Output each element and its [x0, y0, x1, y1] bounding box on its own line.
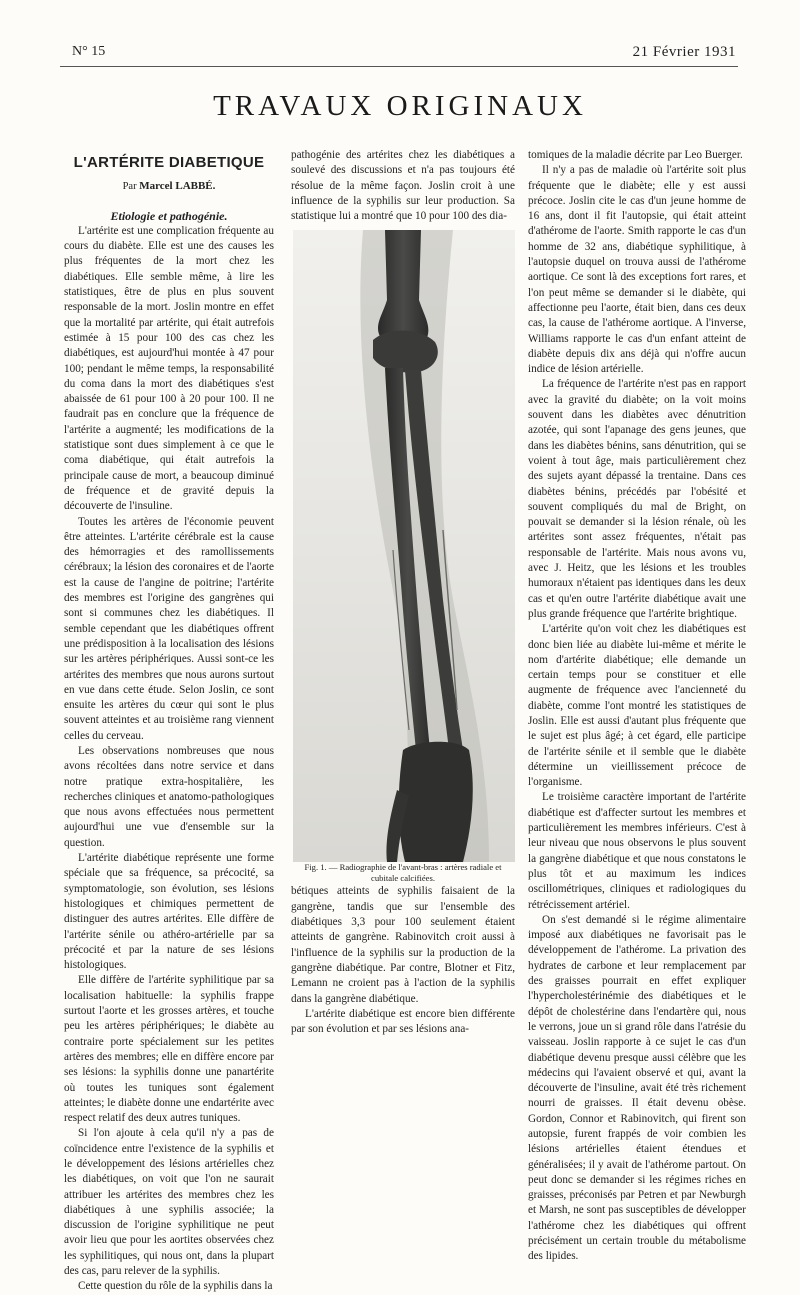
paragraph: La fréquence de l'artérite n'est pas en rapport avec la gravité du diabète; on la voit moins souvent dans les diabètes avec dénutrition azotée, qui sont l'apanage des gens jeunes, que dans les diabètes bénins, sans dénutrition, qui se voient à tout âge, mais particulièrement chez des sujets ayant dépassé la trentaine. Dans ces diabètes bénins, précédés par l'obésité et souvent compliqués du mal de Bright, on pouvait se demander si la lésion rénale, où les artérites sont assez fréquentes, n'était pas responsable de l'artérite. Mais nous avons vu, avec J. Heitz, que les lésions et les troubles humoraux n'étaient pas identiques dans les deux cas et qu'en outre l'artérite diabétique avait une plus grande fréquence que l'artérite brightique. [528, 378, 746, 620]
paragraph: pathogénie des artérites chez les diabétiques a soulevé des discussions et n'a pas toujours été résolue de la même façon. Joslin croit à une influence de la syphilis sur leur production. Sa statistique lui a montré que 10 pour 100 des dia- [291, 149, 515, 223]
paragraph: On s'est demandé si le régime alimentaire imposé aux diabétiques ne favorisait pas le développement de l'athérome. La privation des hydrates de carbone et leur remplacement par des graisses pourrait en effet expliquer l'hypercholestérinémie des diabétiques et le dépôt de cholestérine dans l'endartère qui, nous le verrons, joue un si grand rôle dans l'atrésie du vaisseau. Joslin rapporte à ce sujet le cas d'un diabétique devenu presque aussi célèbre que les médecins qui l'avaient observé et qui, avant la découverte de l'insuline, avait été très richement nourri de graisses. Il était devenu obèse. Gordon, Connor et Rabinovitch, qui firent son autopsie, furent frappés de voir combien les lésions artérielles étaient étendues et généralisées; il y avait de l'athérome partout. On peut donc se demander si les régimes riches en graisses, préconisés par Petren et par Newburgh et Marsh, ne sont pas susceptibles de développer l'athérome chez les diabétiques qui offrent précisément un certain trouble du métabolisme des lipides. [528, 913, 746, 1263]
column-2 [291, 148, 515, 1037]
author-prefix: Par [122, 181, 137, 193]
paragraph: bétiques atteints de syphilis faisaient de la gangrène, tandis que sur l'ensemble des diabétiques 3,3 pour 100 seulement étaient atteints de gangrène. Rabinovitch croit aussi à l'influence de la syphilis sur la production de la gangrène diabétique. Par contre, Blotner et Fitz, Lemann ne croient pas à l'action de la syphilis dans la gangrène diabétique. [291, 885, 515, 1005]
paragraph: Cette question du rôle de la syphilis dans la [78, 1280, 273, 1293]
issue-number: N° 15 [72, 44, 106, 59]
paragraph: Le troisième caractère important de l'artérite diabétique est d'affecter surtout les membres et particulièrement les membres inférieurs. C'est à leur niveau que nous observons le plus souvent la gangrène diabétique et que nous constatons le plus tôt et au maximum les indices oscillométriques, cliniques et radiologiques du rétrécissement artériel. [528, 791, 746, 911]
issue-date: 21 Février 1931 [632, 44, 736, 60]
paragraph: Les observations nombreuses que nous avons récoltées dans notre service et dans notre pratique extra-hospitalière, les recherches cliniques et anatomo-pathologiques que nous avons effectuées nous permettent aujourd'hui une vue d'ensemble sur la question. [64, 744, 274, 849]
paragraph: Toutes les artères de l'économie peuvent être atteintes. L'artérite cérébrale est la cause des hémorragies et des ramollissements cérébraux; la lésion des coronaires et de l'aorte est la cause de l'angine de poitrine; l'artérite des membres est l'origine des gangrènes qui sont si communes chez les diabétiques. Il semble cependant que les diabétiques offrent une prédisposition à la localisation des lésions sur les artères périphériques. Aussi sont-ce les artérites des membres que nous aurons surtout en vue dans cette étude. Selon Joslin, ce sont ensuite les artères du cœur qui sont le plus souvent atteintes et au troisième rang viennent celles du cerveau. [64, 515, 274, 742]
subheading: Etiologie et pathogénie. [110, 208, 228, 223]
paragraph: L'artérite qu'on voit chez les diabétiques est donc bien liée au diabète lui-même et mérite le nom d'artérite diabétique; elle demande un certain temps pour se constituer et elle augmente de fréquence avec l'ancienneté du diabète, comme l'ont montré les statistiques de Joslin. Elle est aussi d'autant plus fréquente que le sujet est plus âgé; à cet égard, elle participe de l'artérite sénile et il semble que le diabète détermine un vieillissement précoce de l'organisme. [528, 623, 746, 789]
header-rule [60, 66, 738, 67]
article-title: L'ARTÉRITE DIABETIQUE [73, 154, 265, 171]
paragraph: tomiques de la maladie décrite par Leo Buerger. [528, 149, 743, 161]
paragraph: L'artérite est une complication fréquente au cours du diabète. Elle est une des causes les plus fréquentes de la mort chez les diabétiques. Elle semble même, à lire les statistiques, être de plus en plus souvent responsable de la mort. Joslin montre en effet que la mortalité par artérite, qui était autrefois estimée à 15 pour 100 des cas chez les diabétiques, est aujourd'hui montée à 47 pour 100; pendant le même temps, la responsabilité du coma dans la mort des diabétiques s'est abaissée de 61 pour 100 à 20 pour 100. Il ne faudrait pas en conclure que la fréquence de l'artérite a augmenté; les modifications de la statistique sont dues simplement à ce que le coma diabétique, qui était autrefois la principale cause de mort, a beaucoup diminué de fréquence et de gravité depuis la découverte de l'insuline. [64, 224, 274, 513]
paragraph: Il n'y a pas de maladie où l'artérite soit plus fréquente que le diabète; elle y est aussi précoce. Joslin cite le cas d'un jeune homme de 16 ans, dont il fit l'autopsie, qui était atteint d'athérome de l'aorte. Smith rapporte le cas d'un homme de 32 ans, diabétique syphilitique, à l'autopsie duquel on trouva aussi de l'athérome aortique. Ce sont là des exceptions fort rares, et l'on peut même se demander si le diabète, qui affectionne peu l'aorte, était bien, dans ces deux cas, la cause de l'athérome aortique. A l'inverse, Williams rapporte le cas d'un enfant atteint de diabète depuis dix ans déjà qui n'offre aucun indice de lésion artérielle. [528, 164, 746, 376]
radiograph-image [293, 230, 515, 862]
radiograph-figure [293, 230, 515, 862]
paragraph: Si l'on ajoute à cela qu'il n'y a pas de coïncidence entre l'existence de la syphilis et le développement des lésions artérielles chez les diabétiques, on voit que l'on ne saurait attribuer les artérites des membres chez les diabétiques à une syphilis associée; la discussion de l'origine syphilitique ne peut avoir lieu que pour les aortites observées chez les syphilitiques, qui nous ont, dans la plupart des cas, paru relever de la syphilis. [64, 1127, 274, 1278]
figure-caption: Fig. 1. — Radiographie de l'avant-bras : artères radiale et cubitale calcifiées. [304, 862, 502, 884]
paragraph: L'artérite diabétique est encore bien différente par son évolution et par ses lésions ana- [291, 1007, 515, 1036]
section-title: TRAVAUX ORIGINAUX [213, 90, 587, 122]
author-name: Marcel LABBÉ. [139, 180, 216, 193]
paragraph: L'artérite diabétique représente une forme spéciale que sa fréquence, sa précocité, sa symptomatologie, son évolution, ses lésions histologiques et chimiques permettent de distinguer des autres artérites. Elle diffère de l'artérite sénile ou athéro-artérielle par sa précocité et par la nature de ses lésions histologiques. [64, 852, 274, 972]
article-author [64, 179, 274, 194]
page-header [60, 44, 738, 68]
paragraph: Elle diffère de l'artérite syphilitique par sa localisation habituelle: la syphilis frappe surtout l'aorte et les grosses artères, et touche peu les artères périphériques; le diabète au contraire porte spécialement sur les petites artères des membres; elle en diffère encore par ses lésions: la syphilis donne une panartérite où toutes les tuniques sont également atteintes; le diabète donne une endartérite avec respect relatif des deux autres tuniques. [64, 974, 274, 1125]
column-1 [64, 155, 274, 1295]
column-3 [528, 148, 746, 1265]
